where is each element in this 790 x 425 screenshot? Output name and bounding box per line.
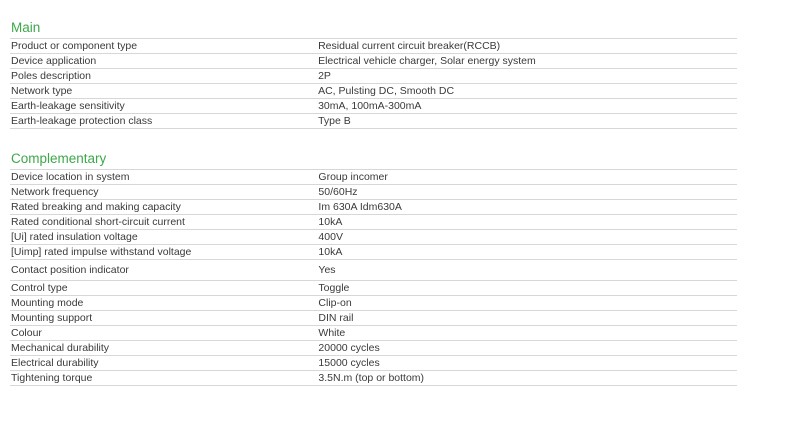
- complementary-section-title: Complementary: [11, 151, 107, 166]
- row-value: Group incomer: [318, 171, 388, 183]
- row-value: 10kA: [318, 216, 343, 228]
- row-value: 15000 cycles: [318, 357, 380, 369]
- row-value: Clip-on: [318, 297, 352, 309]
- main-spec-table: [10, 38, 737, 129]
- table-row: [10, 69, 737, 84]
- row-value: 2P: [318, 70, 331, 82]
- row-value: 20000 cycles: [318, 342, 380, 354]
- row-value: AC, Pulsting DC, Smooth DC: [318, 85, 455, 97]
- main-section-title: Main: [11, 20, 41, 35]
- row-value: 50/60Hz: [318, 186, 358, 198]
- table-row: [10, 39, 737, 54]
- table-row: [10, 170, 737, 185]
- row-value: Yes: [318, 264, 336, 276]
- row-value: 10kA: [318, 246, 343, 258]
- row-label: Mounting support: [11, 312, 93, 324]
- row-value: Toggle: [318, 282, 350, 294]
- complementary-section: [10, 151, 737, 386]
- table-row: [10, 245, 737, 260]
- row-label: Tightening torque: [11, 372, 93, 384]
- row-label: Network type: [11, 85, 73, 97]
- row-label: Mechanical durability: [11, 342, 110, 354]
- row-value: White: [318, 327, 346, 339]
- row-value: DIN rail: [318, 312, 354, 324]
- row-label: Earth-leakage sensitivity: [11, 100, 125, 112]
- table-row: [10, 54, 737, 69]
- row-value: 400V: [318, 231, 343, 243]
- table-row: [10, 296, 737, 311]
- table-row: [10, 99, 737, 114]
- row-label: [Uimp] rated impulse withstand voltage: [11, 246, 192, 258]
- row-label: Electrical durability: [11, 357, 99, 369]
- table-row: [10, 356, 737, 371]
- row-value: 30mA, 100mA-300mA: [318, 100, 422, 112]
- row-value: Electrical vehicle charger, Solar energy system: [318, 55, 536, 67]
- table-row: [10, 371, 737, 386]
- row-label: Colour: [11, 327, 42, 339]
- row-label: Control type: [11, 282, 68, 294]
- row-value: Im 630A Idm630A: [318, 201, 402, 213]
- main-section: [10, 20, 737, 129]
- table-row: [10, 326, 737, 341]
- row-value: Residual current circuit breaker(RCCB): [318, 40, 501, 52]
- row-value: Type B: [318, 115, 351, 127]
- table-row: [10, 311, 737, 326]
- table-row: [10, 341, 737, 356]
- row-label: Rated breaking and making capacity: [11, 201, 181, 213]
- row-label: Network frequency: [11, 186, 99, 198]
- row-label: [Ui] rated insulation voltage: [11, 231, 138, 243]
- row-label: Mounting mode: [11, 297, 84, 309]
- table-row: [10, 215, 737, 230]
- complementary-spec-table: [10, 169, 737, 386]
- table-row: [10, 200, 737, 215]
- table-row: [10, 230, 737, 245]
- row-value: 3.5N.m (top or bottom): [318, 372, 425, 384]
- row-label: Product or component type: [11, 40, 138, 52]
- table-row: [10, 281, 737, 296]
- row-label: Contact position indicator: [11, 264, 129, 276]
- table-row: [10, 114, 737, 129]
- row-label: Device location in system: [11, 171, 130, 183]
- row-label: Device application: [11, 55, 97, 67]
- row-label: Rated conditional short-circuit current: [11, 216, 185, 228]
- table-row: [10, 185, 737, 200]
- table-row: [10, 260, 737, 281]
- row-label: Earth-leakage protection class: [11, 115, 153, 127]
- table-row: [10, 84, 737, 99]
- row-label: Poles description: [11, 70, 91, 82]
